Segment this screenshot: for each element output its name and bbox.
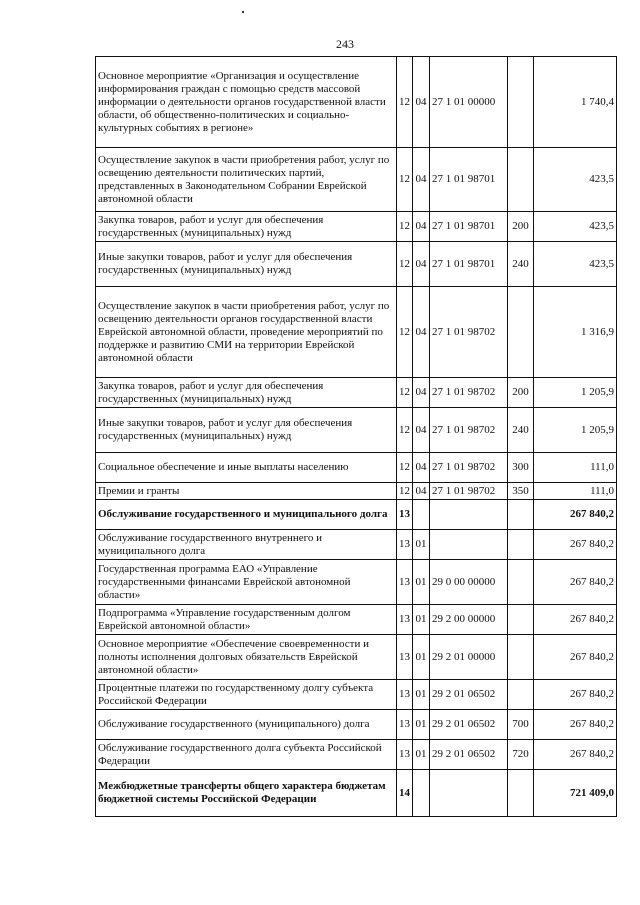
cell-expense-type [508, 287, 534, 378]
cell-section: 12 [397, 212, 413, 242]
cell-target-article: 29 2 00 00000 [430, 605, 508, 635]
table-row [96, 530, 617, 560]
cell-section: 12 [397, 57, 413, 148]
cell-section: 13 [397, 605, 413, 635]
cell-expense-type [508, 680, 534, 710]
cell-name: Подпрограмма «Управление государственным долгом Еврейской автономной области» [96, 605, 397, 635]
cell-section: 12 [397, 148, 413, 212]
cell-name: Основное мероприятие «Организация и осуществление информирования граждан с помощью средств массовой информации о деятельности органов государственной власти области, об общественно-политических и социально-культурных событиях в регионе» [96, 57, 397, 148]
table-row [96, 740, 617, 770]
cell-section: 12 [397, 242, 413, 287]
cell-name: Премии и гранты [96, 483, 397, 500]
table-row [96, 57, 617, 148]
cell-expense-type: 200 [508, 212, 534, 242]
cell-expense-type: 700 [508, 710, 534, 740]
cell-subsection: 01 [413, 710, 430, 740]
cell-amount: 423,5 [534, 242, 617, 287]
table-row [96, 408, 617, 453]
cell-target-article [430, 500, 508, 530]
cell-amount: 267 840,2 [534, 605, 617, 635]
cell-name: Иные закупки товаров, работ и услуг для обеспечения государственных (муниципальных) нужд [96, 408, 397, 453]
cell-subsection: 04 [413, 242, 430, 287]
cell-section: 12 [397, 483, 413, 500]
table-row [96, 453, 617, 483]
cell-amount: 721 409,0 [534, 770, 617, 817]
cell-target-article: 29 2 01 06502 [430, 740, 508, 770]
cell-expense-type [508, 605, 534, 635]
table-row [96, 680, 617, 710]
cell-target-article: 27 1 01 98702 [430, 287, 508, 378]
cell-subsection: 04 [413, 148, 430, 212]
cell-subsection: 01 [413, 680, 430, 710]
cell-subsection: 01 [413, 740, 430, 770]
cell-expense-type [508, 635, 534, 680]
cell-name: Иные закупки товаров, работ и услуг для обеспечения государственных (муниципальных) нужд [96, 242, 397, 287]
cell-amount: 423,5 [534, 212, 617, 242]
cell-section: 13 [397, 740, 413, 770]
table-row [96, 770, 617, 817]
table-row [96, 605, 617, 635]
cell-name: Основное мероприятие «Обеспечение своевременности и полноты исполнения долговых обязательств Еврейской автономной области» [96, 635, 397, 680]
cell-target-article: 29 0 00 00000 [430, 560, 508, 605]
cell-target-article: 27 1 01 98701 [430, 242, 508, 287]
page-number: 243 [336, 37, 354, 51]
cell-section: 13 [397, 500, 413, 530]
cell-target-article: 29 2 01 06502 [430, 680, 508, 710]
cell-subsection: 01 [413, 560, 430, 605]
cell-amount: 111,0 [534, 483, 617, 500]
cell-name: Обслуживание государственного долга субъекта Российской Федерации [96, 740, 397, 770]
cell-expense-type: 720 [508, 740, 534, 770]
cell-target-article [430, 770, 508, 817]
cell-target-article: 27 1 01 00000 [430, 57, 508, 148]
cell-amount: 423,5 [534, 148, 617, 212]
cell-name: Обслуживание государственного (муниципального) долга [96, 710, 397, 740]
table-row [96, 287, 617, 378]
cell-target-article: 27 1 01 98701 [430, 212, 508, 242]
table-row [96, 500, 617, 530]
cell-subsection: 01 [413, 530, 430, 560]
cell-target-article: 27 1 01 98702 [430, 453, 508, 483]
cell-subsection: 04 [413, 57, 430, 148]
cell-subsection: 04 [413, 483, 430, 500]
cell-expense-type: 240 [508, 408, 534, 453]
cell-expense-type: 300 [508, 453, 534, 483]
cell-amount: 267 840,2 [534, 680, 617, 710]
cell-amount: 111,0 [534, 453, 617, 483]
cell-section: 14 [397, 770, 413, 817]
cell-expense-type [508, 500, 534, 530]
cell-section: 12 [397, 408, 413, 453]
table-row [96, 483, 617, 500]
cell-name: Обслуживание государственного внутреннего и муниципального долга [96, 530, 397, 560]
cell-expense-type: 350 [508, 483, 534, 500]
cell-name: Осуществление закупок в части приобретения работ, услуг по освещению деятельности органов государственной власти Еврейской автономной области, проведение мероприятий по поддержке и развитию СМИ на территории Еврейской автономной области [96, 287, 397, 378]
cell-subsection: 04 [413, 287, 430, 378]
cell-amount: 1 205,9 [534, 378, 617, 408]
table-row [96, 212, 617, 242]
cell-name: Межбюджетные трансферты общего характера бюджетам бюджетной системы Российской Федерации [96, 770, 397, 817]
cell-name: Осуществление закупок в части приобретения работ, услуг по освещению деятельности политических партий, представленных в Законодательном Собрании Еврейской автономной области [96, 148, 397, 212]
cell-target-article: 27 1 01 98702 [430, 408, 508, 453]
cell-amount: 1 740,4 [534, 57, 617, 148]
cell-target-article [430, 530, 508, 560]
cell-section: 13 [397, 680, 413, 710]
cell-section: 12 [397, 453, 413, 483]
cell-amount: 1 205,9 [534, 408, 617, 453]
cell-section: 13 [397, 530, 413, 560]
cell-subsection: 01 [413, 605, 430, 635]
table-row [96, 148, 617, 212]
cell-subsection: 04 [413, 212, 430, 242]
cell-name: Социальное обеспечение и иные выплаты населению [96, 453, 397, 483]
cell-name: Обслуживание государственного и муниципального долга [96, 500, 397, 530]
cell-name: Государственная программа ЕАО «Управление государственными финансами Еврейской автономной области» [96, 560, 397, 605]
cell-section: 12 [397, 378, 413, 408]
budget-table-body [96, 57, 617, 817]
cell-amount: 1 316,9 [534, 287, 617, 378]
cell-amount: 267 840,2 [534, 560, 617, 605]
cell-amount: 267 840,2 [534, 500, 617, 530]
cell-expense-type: 240 [508, 242, 534, 287]
cell-expense-type [508, 770, 534, 817]
cell-section: 13 [397, 635, 413, 680]
cell-subsection: 04 [413, 408, 430, 453]
cell-name: Закупка товаров, работ и услуг для обеспечения государственных (муниципальных) нужд [96, 378, 397, 408]
scan-dot-mark [242, 11, 244, 13]
cell-amount: 267 840,2 [534, 710, 617, 740]
cell-subsection: 01 [413, 635, 430, 680]
cell-subsection [413, 770, 430, 817]
cell-subsection: 04 [413, 378, 430, 408]
budget-table [95, 56, 617, 817]
cell-amount: 267 840,2 [534, 530, 617, 560]
cell-expense-type [508, 530, 534, 560]
table-row [96, 635, 617, 680]
cell-section: 13 [397, 560, 413, 605]
cell-subsection [413, 500, 430, 530]
cell-target-article: 27 1 01 98702 [430, 483, 508, 500]
cell-amount: 267 840,2 [534, 740, 617, 770]
cell-target-article: 27 1 01 98702 [430, 378, 508, 408]
cell-expense-type [508, 148, 534, 212]
table-row [96, 242, 617, 287]
table-row [96, 710, 617, 740]
table-row [96, 560, 617, 605]
cell-expense-type: 200 [508, 378, 534, 408]
cell-target-article: 29 2 01 06502 [430, 710, 508, 740]
cell-subsection: 04 [413, 453, 430, 483]
cell-target-article: 29 2 01 00000 [430, 635, 508, 680]
cell-amount: 267 840,2 [534, 635, 617, 680]
cell-section: 12 [397, 287, 413, 378]
cell-target-article: 27 1 01 98701 [430, 148, 508, 212]
cell-section: 13 [397, 710, 413, 740]
cell-name: Закупка товаров, работ и услуг для обеспечения государственных (муниципальных) нужд [96, 212, 397, 242]
cell-name: Процентные платежи по государственному долгу субъекта Российской Федерации [96, 680, 397, 710]
cell-expense-type [508, 560, 534, 605]
cell-expense-type [508, 57, 534, 148]
table-row [96, 378, 617, 408]
